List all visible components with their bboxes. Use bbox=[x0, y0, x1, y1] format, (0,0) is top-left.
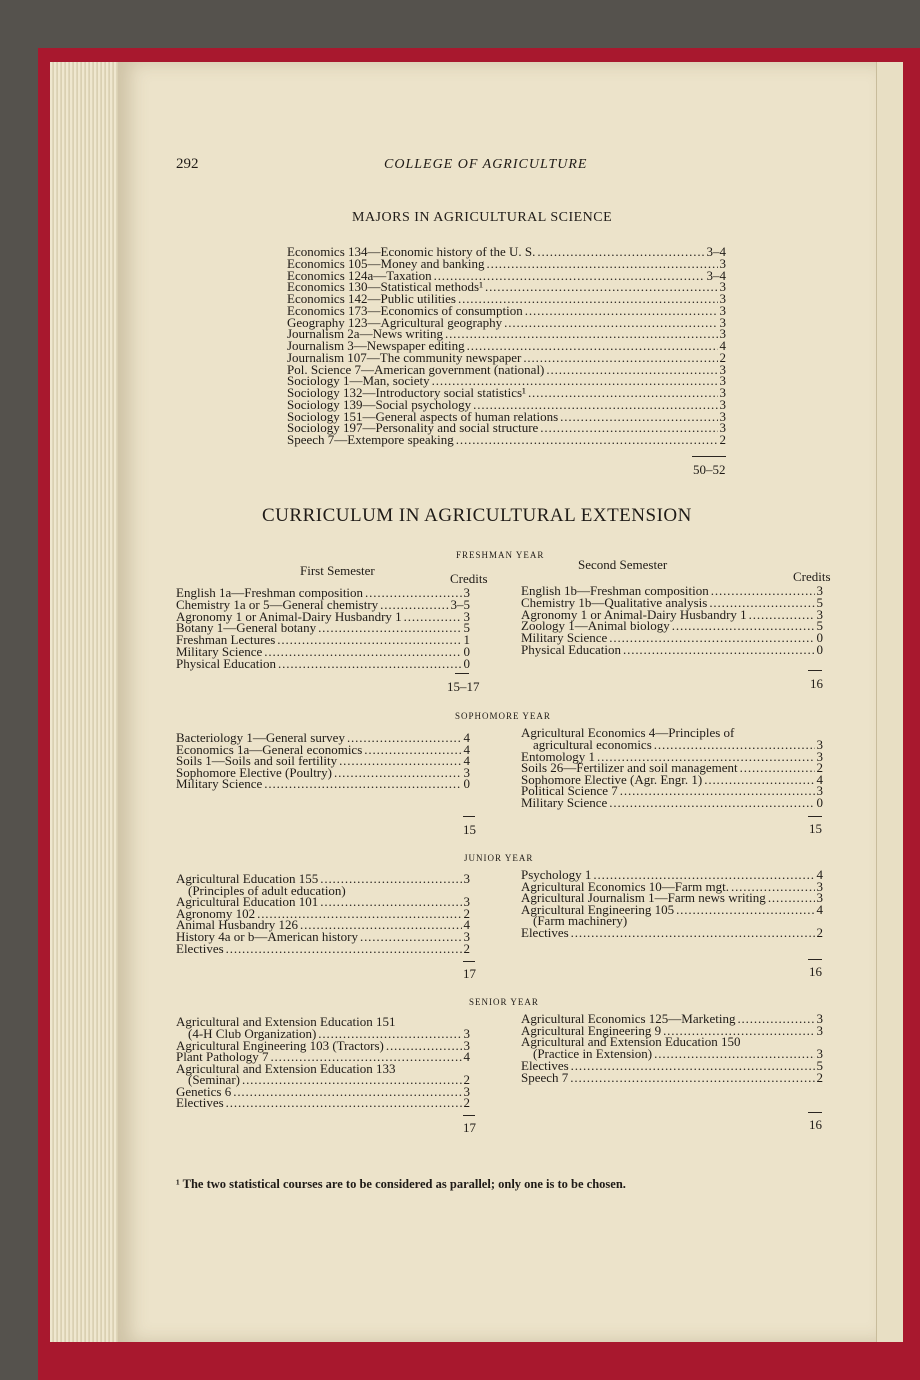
course-credits: 2 bbox=[719, 349, 726, 365]
course-name: (Principles of adult education) bbox=[188, 882, 346, 898]
course-name: Military Science bbox=[521, 795, 608, 810]
course-name: Chemistry 1a or 5—General chemistry bbox=[176, 596, 379, 612]
course-credits: 3 bbox=[816, 606, 823, 622]
course-name: Agricultural Education 101 bbox=[176, 894, 319, 910]
course-name: Agricultural Economics 10—Farm mgt. bbox=[521, 878, 729, 894]
course-name: Agricultural Journalism 1—Farm news writing bbox=[521, 890, 766, 906]
leader-dots bbox=[623, 643, 814, 656]
course-name: Agricultural Economics 125—Marketing bbox=[521, 1011, 736, 1026]
course-credits: 3 bbox=[463, 929, 470, 944]
course-credits: 3 bbox=[719, 279, 726, 295]
course-name: Electives bbox=[176, 940, 224, 956]
sophomore-right-first-line: Agricultural Economics 4—Principles of bbox=[521, 725, 735, 740]
course-name: Sophomore Elective (Agr. Engr. 1) bbox=[521, 771, 703, 787]
freshman-left-rule bbox=[455, 673, 469, 674]
first-semester-heading: First Semester bbox=[300, 563, 375, 578]
course-credits: 3 bbox=[816, 1046, 823, 1062]
course-name: Bacteriology 1—General survey bbox=[176, 730, 345, 745]
course-credits: 5 bbox=[816, 1057, 823, 1073]
junior-right-total: 16 bbox=[809, 964, 822, 979]
course-row bbox=[176, 657, 470, 670]
course-credits: 3 bbox=[816, 748, 823, 764]
course-credits: 3 bbox=[816, 878, 823, 894]
course-name: (Farm machinery) bbox=[533, 913, 628, 929]
course-credits: 4 bbox=[463, 1049, 470, 1064]
course-credits: 3 bbox=[463, 1083, 470, 1099]
course-name: Plant Pathology 7 bbox=[176, 1049, 269, 1064]
course-name: Agronomy 1 or Animal-Dairy Husbandry 1 bbox=[176, 608, 402, 624]
course-name: Animal Husbandry 126 bbox=[176, 917, 299, 933]
course-credits: 4 bbox=[463, 741, 470, 757]
course-credits: 0 bbox=[816, 642, 823, 657]
senior-right-rule bbox=[808, 1112, 822, 1113]
leader-dots bbox=[570, 1071, 814, 1084]
course-name: Speech 7 bbox=[521, 1069, 569, 1085]
senior-right-total: 16 bbox=[809, 1117, 822, 1132]
course-name: Agricultural Engineering 105 bbox=[521, 901, 675, 917]
freshman-left-total: 15–17 bbox=[447, 679, 480, 694]
course-name: Botany 1—General botany bbox=[176, 620, 317, 636]
course-name: Sociology 139—Social psychology bbox=[287, 396, 472, 412]
course-name: Entomology 1 bbox=[521, 748, 596, 764]
course-name: Journalism 107—The community newspaper bbox=[287, 349, 522, 365]
senior-year-label: SENIOR YEAR bbox=[469, 997, 539, 1007]
course-name: Economics 105—Money and banking bbox=[287, 255, 485, 271]
course-credits: 4 bbox=[463, 753, 470, 768]
course-name: Physical Education bbox=[521, 642, 622, 657]
credits-heading-right: Credits bbox=[793, 569, 831, 584]
course-name: (Practice in Extension) bbox=[533, 1046, 653, 1062]
course-name: Agronomy 102 bbox=[176, 905, 256, 921]
course-name: History 4a or b—American history bbox=[176, 929, 358, 944]
course-credits: 4 bbox=[463, 730, 470, 745]
course-credits: 0 bbox=[816, 795, 823, 810]
sophomore-right-rule bbox=[808, 816, 822, 817]
course-credits: 4 bbox=[816, 771, 823, 787]
course-name: Economics 1a—General economics bbox=[176, 741, 363, 757]
course-name: Freshman Lectures bbox=[176, 632, 276, 648]
course-credits: 3 bbox=[816, 737, 823, 752]
course-name: Psychology 1 bbox=[521, 867, 592, 882]
leader-dots bbox=[609, 796, 814, 809]
junior-year-label: JUNIOR YEAR bbox=[464, 853, 534, 863]
course-row bbox=[521, 1071, 823, 1084]
facing-page-edge bbox=[876, 62, 903, 1342]
course-credits: 2 bbox=[816, 760, 823, 776]
course-name: Sociology 1—Man, society bbox=[287, 373, 430, 389]
majors-total-rule bbox=[692, 456, 726, 457]
course-name: English 1b—Freshman composition bbox=[521, 583, 709, 598]
course-credits: 3 bbox=[719, 302, 726, 318]
course-credits: 3 bbox=[719, 373, 726, 389]
course-name: Economics 134—Economic history of the U. S. bbox=[287, 244, 536, 259]
senior-left-first-line: Agricultural and Extension Education 151 bbox=[176, 1014, 396, 1029]
course-row bbox=[521, 926, 823, 939]
course-name: Sophomore Elective (Poultry) bbox=[176, 764, 332, 780]
course-name: Military Science bbox=[521, 630, 608, 646]
course-credits: 3 bbox=[463, 764, 470, 780]
senior-left-rule bbox=[463, 1115, 475, 1116]
leader-dots bbox=[456, 433, 718, 446]
course-name: Chemistry 1b—Qualitative analysis bbox=[521, 594, 708, 610]
course-credits: 1 bbox=[463, 632, 470, 648]
course-credits: 3 bbox=[816, 890, 823, 906]
course-credits: 3 bbox=[463, 1037, 470, 1053]
course-name: Political Science 7 bbox=[521, 783, 618, 799]
sophomore-right-total: 15 bbox=[809, 821, 822, 836]
course-name: Genetics 6 bbox=[176, 1083, 232, 1099]
junior-left-total: 17 bbox=[463, 966, 476, 981]
running-title: COLLEGE OF AGRICULTURE bbox=[384, 157, 588, 172]
course-credits: 3 bbox=[816, 783, 823, 799]
course-name: English 1a—Freshman composition bbox=[176, 585, 364, 600]
course-credits: 0 bbox=[463, 644, 470, 659]
course-name: Soils 1—Soils and soil fertility bbox=[176, 753, 338, 768]
curriculum-title: CURRICULUM IN AGRICULTURAL EXTENSION bbox=[262, 505, 692, 526]
sophomore-left-total: 15 bbox=[463, 822, 476, 837]
leader-dots bbox=[226, 1096, 462, 1109]
course-name: Agronomy 1 or Animal-Dairy Husbandry 1 bbox=[521, 606, 747, 622]
course-row bbox=[287, 433, 726, 446]
course-credits: 3 bbox=[463, 1026, 470, 1041]
course-name: Sociology 151—General aspects of human relations bbox=[287, 408, 559, 424]
course-name: Soils 26—Fertilizer and soil management bbox=[521, 760, 738, 776]
course-credits: 3–5 bbox=[450, 596, 470, 612]
second-semester-heading: Second Semester bbox=[578, 557, 668, 572]
majors-total: 50–52 bbox=[693, 462, 726, 477]
course-name: (Seminar) bbox=[188, 1072, 240, 1087]
course-credits: 3 bbox=[816, 583, 823, 598]
leader-dots bbox=[264, 777, 461, 790]
course-credits: 4 bbox=[719, 338, 726, 353]
credits-heading-left: Credits bbox=[450, 571, 488, 586]
freshman-right-rule bbox=[808, 670, 822, 671]
course-credits: 3 bbox=[719, 314, 726, 330]
junior-right-rule bbox=[808, 959, 822, 960]
course-credits: 3 bbox=[719, 385, 726, 400]
course-credits: 2 bbox=[463, 940, 470, 956]
course-credits: 4 bbox=[816, 901, 823, 917]
course-credits: 3 bbox=[463, 871, 470, 886]
course-name: Agricultural and Extension Education 150 bbox=[521, 1034, 741, 1050]
course-name: Agricultural Engineering 103 (Tractors) bbox=[176, 1037, 384, 1053]
course-name: Journalism 3—Newspaper editing bbox=[287, 338, 465, 353]
course-name: Agricultural Education 155 bbox=[176, 871, 319, 886]
course-credits: 2 bbox=[463, 1095, 470, 1110]
course-credits: 3 bbox=[719, 396, 726, 412]
course-credits: 3 bbox=[816, 1011, 823, 1026]
course-name: (4-H Club Organization) bbox=[188, 1026, 317, 1041]
footnote: ¹ The two statistical courses are to be considered as parallel; only one is to be chosen. bbox=[176, 1177, 626, 1191]
course-credits: 3 bbox=[719, 408, 726, 424]
page-number: 292 bbox=[176, 156, 199, 172]
course-credits: 3–4 bbox=[706, 267, 726, 283]
course-name: Sociology 132—Introductory social statistics¹ bbox=[287, 385, 526, 400]
course-name: Speech 7—Extempore speaking bbox=[287, 432, 454, 447]
course-name: Journalism 2a—News writing bbox=[287, 326, 443, 342]
leader-dots bbox=[278, 657, 461, 670]
sophomore-left-rule bbox=[463, 816, 475, 817]
course-name: Economics 130—Statistical methods¹ bbox=[287, 279, 483, 295]
course-credits: 0 bbox=[816, 630, 823, 646]
course-credits: 5 bbox=[816, 594, 823, 610]
course-credits: 0 bbox=[463, 776, 470, 791]
leader-dots bbox=[226, 942, 462, 955]
course-name: Economics 124a—Taxation bbox=[287, 267, 432, 283]
sophomore-year-label: SOPHOMORE YEAR bbox=[455, 711, 551, 721]
course-credits: 5 bbox=[463, 620, 470, 636]
course-name: Physical Education bbox=[176, 655, 277, 671]
course-credits: 2 bbox=[816, 925, 823, 940]
majors-title: MAJORS IN AGRICULTURAL SCIENCE bbox=[352, 210, 613, 225]
course-credits: 2 bbox=[463, 1072, 470, 1087]
course-credits: 4 bbox=[816, 867, 823, 882]
course-credits: 3 bbox=[463, 894, 470, 910]
course-credits: 3 bbox=[816, 1022, 823, 1038]
course-credits: 3 bbox=[463, 585, 470, 600]
course-credits: 3 bbox=[719, 361, 726, 377]
course-row bbox=[176, 942, 470, 955]
junior-left-rule bbox=[463, 961, 475, 962]
course-row bbox=[176, 777, 470, 790]
course-name: Economics 173—Economics of consumption bbox=[287, 302, 523, 318]
course-name: Zoology 1—Animal biology bbox=[521, 618, 670, 634]
course-name: Agricultural Engineering 9 bbox=[521, 1022, 662, 1038]
course-name: Electives bbox=[521, 925, 569, 940]
course-credits: 5 bbox=[816, 618, 823, 634]
course-row bbox=[176, 1096, 470, 1109]
course-name: Electives bbox=[521, 1057, 569, 1073]
course-credits: 3 bbox=[719, 291, 726, 306]
course-credits: 0 bbox=[463, 655, 470, 671]
leader-dots bbox=[571, 926, 815, 939]
course-credits: 2 bbox=[816, 1069, 823, 1085]
course-name: Military Science bbox=[176, 776, 263, 791]
course-credits: 3 bbox=[719, 255, 726, 271]
course-name: Pol. Science 7—American government (national) bbox=[287, 361, 545, 377]
course-row bbox=[521, 796, 823, 809]
course-credits: 3 bbox=[719, 420, 726, 436]
course-name: Electives bbox=[176, 1095, 224, 1110]
course-credits: 2 bbox=[463, 905, 470, 921]
course-credits: 3 bbox=[463, 608, 470, 624]
course-credits: 4 bbox=[463, 917, 470, 933]
course-name: agricultural economics bbox=[533, 737, 652, 752]
course-credits: 2 bbox=[719, 432, 726, 447]
course-name: Military Science bbox=[176, 644, 263, 659]
course-row bbox=[521, 643, 823, 656]
senior-left-total: 17 bbox=[463, 1120, 476, 1135]
freshman-year-label: FRESHMAN YEAR bbox=[456, 550, 545, 560]
course-name: Agricultural and Extension Education 133 bbox=[176, 1060, 396, 1076]
freshman-right-total: 16 bbox=[810, 676, 823, 691]
page-edges bbox=[50, 62, 122, 1342]
course-name: Sociology 197—Personality and social structure bbox=[287, 420, 539, 436]
course-name: Geography 123—Agricultural geography bbox=[287, 314, 503, 330]
course-credits: 3 bbox=[719, 326, 726, 342]
course-credits: 3–4 bbox=[706, 244, 726, 259]
course-name: Economics 142—Public utilities bbox=[287, 291, 456, 306]
